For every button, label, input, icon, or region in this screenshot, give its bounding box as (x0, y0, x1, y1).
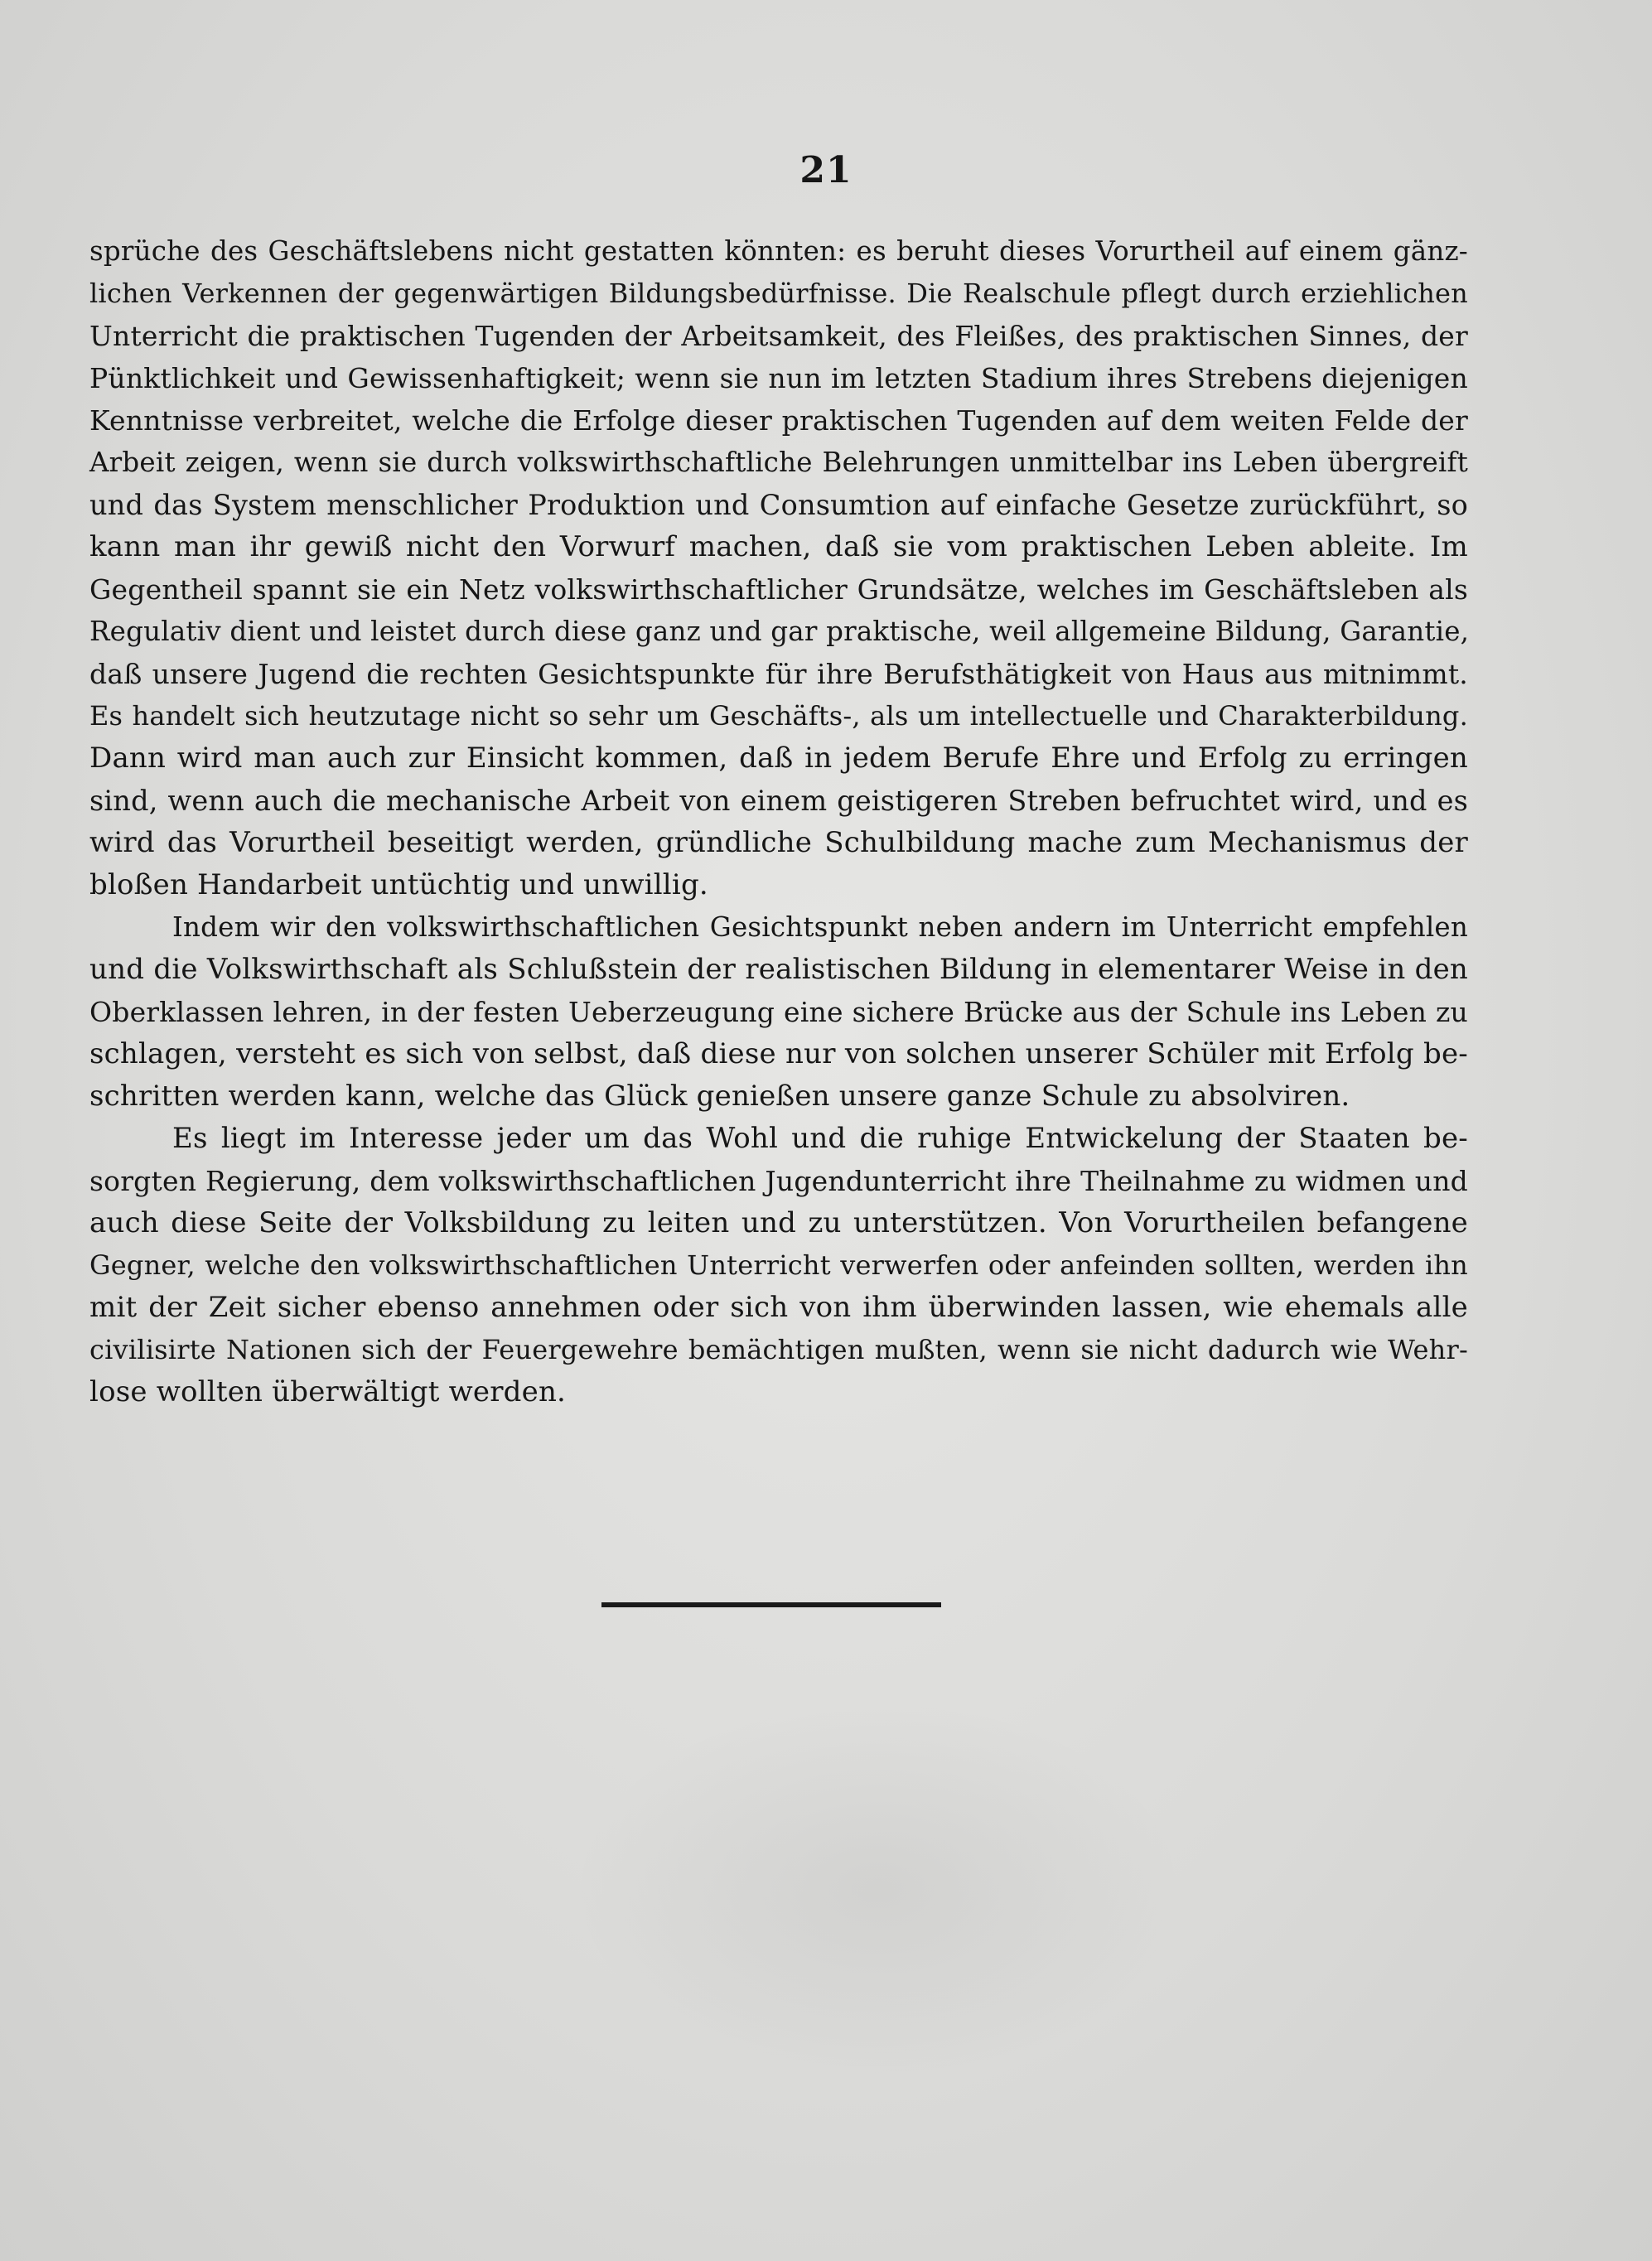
text-line: Unterricht die praktischen Tugenden der Arbeitsamkeit, des Fleißes, des praktischen Sinnes, der (89, 320, 1468, 352)
text-line: schlagen, versteht es sich von selbst, daß diese nur von solchen unserer Schüler mit Erfolg be- (89, 1037, 1468, 1070)
text-line: Gegentheil spannt sie ein Netz volkswirthschaftlicher Grundsätze, welches im Geschäftsleben als (89, 573, 1468, 606)
bleed-through-shadow (572, 1698, 1185, 2080)
text-line: sind, wenn auch die mechanische Arbeit von einem geistigeren Streben befruchtet wird, und es (89, 785, 1468, 817)
paragraph-2 (89, 906, 1468, 1118)
text-line: Oberklassen lehren, in der festen Ueberzeugung eine sichere Brücke aus der Schule ins Leben zu (89, 996, 1468, 1028)
text-line: Es handelt sich heutzutage nicht so sehr um Geschäfts-, als um intellectuelle und Charakterbildung. (89, 700, 1468, 732)
text-line: Dann wird man auch zur Einsicht kommen, daß in jedem Berufe Ehre und Erfolg zu erringen (89, 742, 1468, 775)
text-line: sorgten Regierung, dem volkswirthschaftlichen Jugendunterricht ihre Theilnahme zu widmen und (89, 1165, 1468, 1197)
text-line: mit der Zeit sicher ebenso annehmen oder sich von ihm überwinden lassen, wie ehemals alle (89, 1291, 1468, 1324)
text-line: und die Volkswirthschaft als Schlußstein der realistischen Bildung in elementarer Weise in den (89, 953, 1468, 986)
text-line: Es liegt im Interesse jeder um das Wohl und die ruhige Entwickelung der Staaten be- (172, 1122, 1468, 1155)
text-line: Indem wir den volkswirthschaftlichen Gesichtspunkt neben andern im Unterricht empfehlen (172, 911, 1468, 943)
text-line: lichen Verkennen der gegenwärtigen Bildungsbedürfnisse. Die Realschule pflegt durch erziehlichen (89, 278, 1468, 309)
paragraph-1 (89, 230, 1468, 906)
text-line: Arbeit zeigen, wenn sie durch volkswirthschaftliche Belehrungen unmittelbar ins Leben übergreift (89, 447, 1468, 478)
text-line: bloßen Handarbeit untüchtig und unwillig. (89, 868, 708, 901)
section-divider-rule (601, 1602, 941, 1607)
text-line: Kenntnisse verbreitet, welche die Erfolge dieser praktischen Tugenden auf dem weiten Felde der (89, 404, 1468, 437)
text-line: auch diese Seite der Volksbildung zu leiten und zu unterstützen. Von Vorurtheilen befangene (89, 1206, 1468, 1239)
text-line: Pünktlichkeit und Gewissenhaftigkeit; wenn sie nun im letzten Stadium ihres Strebens diejenigen (89, 362, 1468, 394)
text-line: Regulativ dient und leistet durch diese ganz und gar praktische, weil allgemeine Bildung, Garantie, (89, 616, 1470, 647)
text-line: lose wollten überwältigt werden. (89, 1375, 567, 1408)
text-line: sprüche des Geschäftslebens nicht gestatten könnten: es beruht dieses Vorurtheil auf einem gänz- (89, 235, 1468, 267)
text-line: schritten werden kann, welche das Glück genießen unsere ganze Schule zu absolviren. (89, 1080, 1350, 1113)
text-line: wird das Vorurtheil beseitigt werden, gründliche Schulbildung mache zum Mechanismus der (89, 826, 1468, 859)
text-line: kann man ihr gewiß nicht den Vorwurf machen, daß sie vom praktischen Leben ableite. Im (89, 530, 1468, 563)
text-line: civilisirte Nationen sich der Feuergewehre bemächtigen mußten, wenn sie nicht dadurch wie Wehr- (89, 1334, 1468, 1365)
paragraph-3 (89, 1118, 1468, 1413)
text-line: Gegner, welche den volkswirthschaftlichen Unterricht verwerfen oder anfeinden sollten, werden ihn (89, 1249, 1468, 1281)
page-number: 21 (799, 149, 853, 191)
text-line: daß unsere Jugend die rechten Gesichtspunkte für ihre Berufsthätigkeit von Haus aus mitnimmt. (89, 658, 1468, 690)
body-text (89, 230, 1468, 1413)
text-line: und das System menschlicher Produktion und Consumtion auf einfache Gesetze zurückführt, so (89, 489, 1468, 521)
